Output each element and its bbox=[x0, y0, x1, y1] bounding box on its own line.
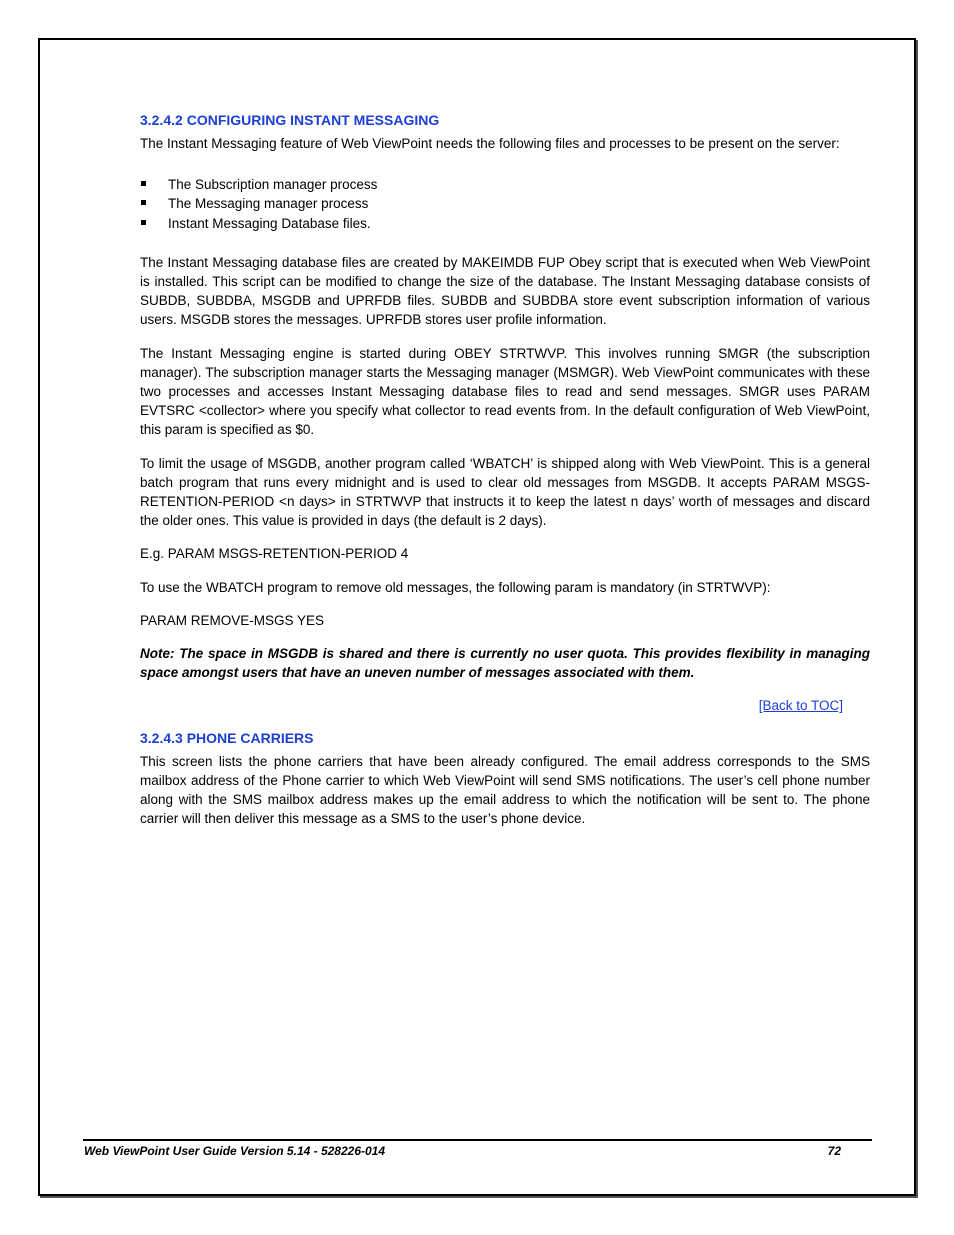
section-heading-phone-carriers: 3.2.4.3 PHONE CARRIERS bbox=[140, 729, 314, 746]
phone-carriers-paragraph: This screen lists the phone carriers that have been already configured. The email address corresponds to the SMS mailbox address of the Phone carrier to which Web ViewPoint will send SMS notifications. The user’s cell phone number along with the SMS mailbox address makes up the email address to which the notification will be sent to. The phone carrier will then deliver this message as a SMS to the user’s phone device. bbox=[140, 753, 870, 827]
page-content bbox=[140, 112, 870, 842]
list-item: The Subscription manager process bbox=[140, 175, 870, 194]
intro-paragraph: The Instant Messaging feature of Web ViewPoint needs the following files and processes to be present on the server: bbox=[140, 136, 840, 151]
footer-divider bbox=[83, 1139, 872, 1141]
wbatch-paragraph: To limit the usage of MSGDB, another program called ‘WBATCH’ is shipped along with Web ViewPoint. This is a general batch program that runs every midnight and is used to clear old messages from MSGDB. It accepts PARAM MSGS-RETENTION-PERIOD <n days> in STRTWVP that instructs it to keep the latest n days’ worth of messages and discard the older ones. This value is provided in days (the default is 2 days). bbox=[140, 455, 870, 529]
section-heading-instant-messaging: 3.2.4.2 CONFIGURING INSTANT MESSAGING bbox=[140, 112, 440, 128]
example-param: E.g. PARAM MSGS-RETENTION-PERIOD 4 bbox=[140, 546, 409, 562]
square-bullet-icon bbox=[141, 220, 146, 225]
engine-paragraph: The Instant Messaging engine is started during OBEY STRTWVP. This involves running SMGR (the subscription manager). The subscription manager starts the Messaging manager (MSMGR). Web ViewPoint communicates with these two processes and accesses Instant Messaging database files to read and send messages. SMGR uses PARAM EVTSRC <collector> where you specify what collector to read events from. In the default configuration of Web ViewPoint, this param is specified as $0. bbox=[140, 345, 870, 438]
note-paragraph: Note: The space in MSGDB is shared and there is currently no user quota. This provides flexibility in managing space amongst users that have an uneven number of messages associated with them. bbox=[140, 646, 870, 681]
square-bullet-icon bbox=[141, 181, 146, 186]
list-item: Instant Messaging Database files. bbox=[140, 214, 870, 233]
remove-msgs-param: PARAM REMOVE-MSGS YES bbox=[140, 612, 325, 628]
back-to-toc-link[interactable]: [Back to TOC] bbox=[758, 698, 843, 714]
wbatch-usage-paragraph: To use the WBATCH program to remove old messages, the following param is mandatory (in STRTWVP): bbox=[140, 579, 771, 595]
list-item: The Messaging manager process bbox=[140, 194, 870, 213]
page-number: 72 bbox=[827, 1144, 841, 1158]
requirements-list bbox=[140, 175, 870, 233]
back-to-toc bbox=[140, 696, 843, 715]
page-footer bbox=[84, 1144, 841, 1158]
footer-title: Web ViewPoint User Guide Version 5.14 - 528226-014 bbox=[84, 1144, 386, 1158]
square-bullet-icon bbox=[141, 200, 146, 205]
database-paragraph: The Instant Messaging database files are created by MAKEIMDB FUP Obey script that is executed when Web ViewPoint is installed. This script can be modified to change the size of the database. The Instant Messaging database consists of SUBDB, SUBDBA, MSGDB and UPRFDB files. SUBDB and SUBDBA store event subscription information of various users. MSGDB stores the messages. UPRFDB stores user profile information. bbox=[140, 254, 870, 328]
